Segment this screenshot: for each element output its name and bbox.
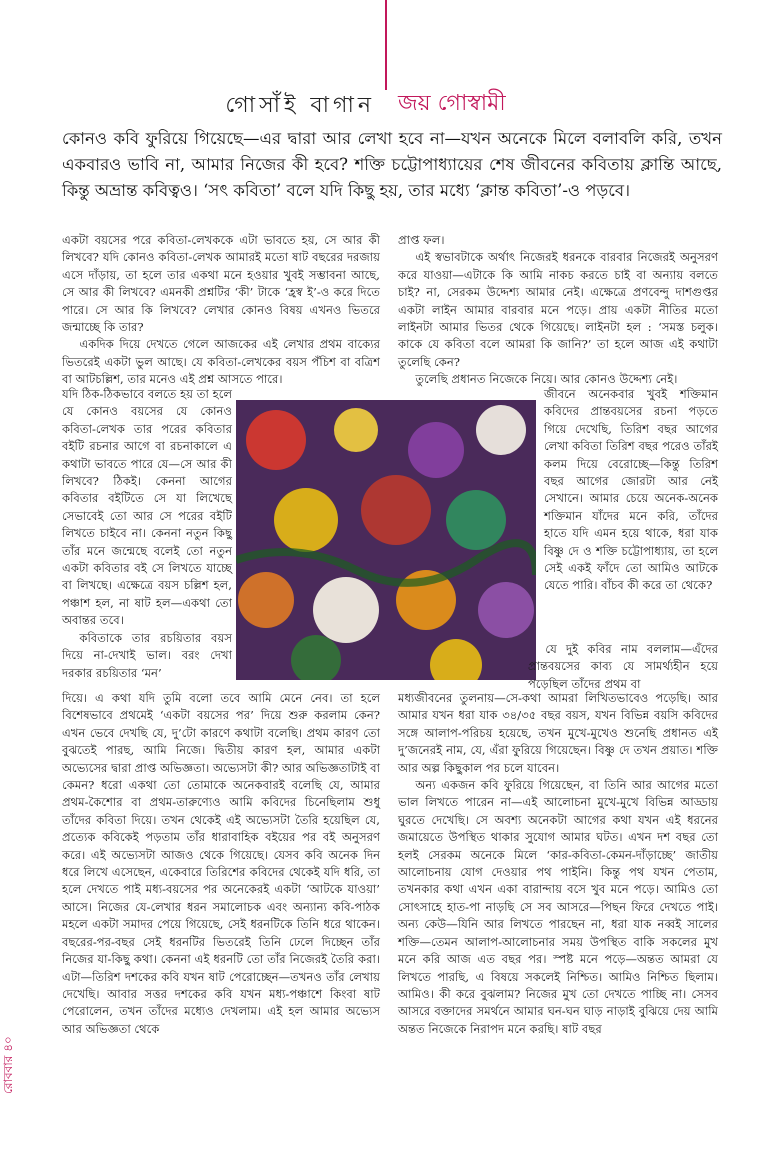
paragraph: জীবনে অনেকবার খুবই শক্তিমান কবিদের প্রান্তবয়সের রচনা পড়তে গিয়ে দেখেছি, তিরিশ বছর আগের লেখা কবিতা তিরিশ বছর পরেও তাঁরই কলম দিয়ে বেরোচ্ছে—কিন্তু তিরিশ বছর আগের জোরটা আর নেই সেখানে। আমার চেয়ে অনেক-অনেক শক্তিমান যাঁদের মনে করি, তাঁদের হাতে যদি এমন হয়ে থাকে, ধরা যাক বিষ্ণু দে ও শক্তি চট্টোপাধ্যায়, তা হলে সেই একই ফাঁদে তো আমিও আটকে যেতে পারি। বাঁচব কী করে তা থেকে? xyxy=(544,387,718,593)
column-1-top xyxy=(62,232,380,389)
paragraph: একদিক দিয়ে দেখতে গেলে আজকের এই লেখার প্রথম বাক্যের ভিতরেই একটা ভুল আছে। যে কবিতা-লেখকের বয়স পঁচিশ বা বত্রিশ বা আটচল্লিশ, তার মনেও এই প্রশ্ন আসতে পারে। xyxy=(62,337,380,387)
paragraph: তুলেছি প্রধানত নিজেকে নিয়ে। আর কোনও উদ্দেশ্য নেই। xyxy=(415,372,678,387)
paragraph: এই স্বভাবটাকে অর্থাৎ নিজেরই ধরনকে বারবার নিজেরই অনুসরণ করে যাওয়া—এটাকে কি আমি নাকচ করতে চাই বা অন্যায় বলতে চাই? না, সেরকম উদ্দেশ্য আমার নেই। এক্ষেত্রে প্রণবেন্দু দাশগুপ্তর একটা লাইন আমার বারবার মনে পড়ে। প্রায় একটা নীতির মতো লাইনটা আমার ভিতর থেকে গিয়েছে। লাইনটা হল : ‘সমস্ত চলুক। কাকে যে কবিতা বলে আমরা কি জানি?’ তা হলে আজ এই কথাটা তুলেছি কেন? xyxy=(398,250,718,369)
standfirst: কোনও কবি ফুরিয়ে গিয়েছে—এর দ্বারা আর লেখা হবে না—যখন অনেকে মিলে বলাবলি করি, তখন একবারও ভাবি না, আমার নিজের কী হবে? শক্তি চট্টোপাধ্যায়ের শেষ জীবনের কবিতায় ক্লান্তি আছে, কিন্তু অভ্রান্ত কবিত্বও। ‘সৎ কবিতা’ বলে যদি কিছু হয়, তার মধ্যে ‘ক্লান্ত কবিতা’-ও পড়বে। xyxy=(62,129,722,200)
paragraph: যদি ঠিক-ঠিকভাবে বলতে হয় তা হলে যে কোনও বয়সের যে কোনও কবিতা-লেখক তার পরের কবিতার বইটি রচনার আগে বা রচনাকালে এ কথাটা ভাবতে পারে যে—সে আর কী লিখবে? ঠিকই। কেননা আগের কবিতার বইটিতে সে যা লিখেছে সেভাবেই তো আর সে পরের বইটি লিখতে চাইবে না। কেননা নতুন কিছু তাঁর মনে জন্মেছে বলেই তো নতুন একটা কবিতার বই সে লিখতে যাচ্ছে বা লিখছে। এক্ষেত্রে বয়স চল্লিশ হল, পঞ্চাশ হল, না ষাট হল—একথা তো অবান্তর তবে। xyxy=(62,387,232,628)
paragraph: অন্য একজন কবি ফুরিয়ে গিয়েছেন, বা তিনি আর আগের মতো ভাল লিখতে পারেন না—এই আলোচনা মুখে-মুখে বিভিন্ন আড্ডায় ঘুরতে দেখেছি। সে অবশ্য অনেকটা আগের কথা যখন এই ধরনের জমায়েতে উপস্থিত থাকার সুযোগ আমার ঘটত। এখন দশ বছর তো হলই সেরকম অনেকে মিলে ‘কার-কবিতা-কেমন-দাঁড়াচ্ছে’ জাতীয় আলোচনায় যোগ দেওয়ার পথ পাইনি। কিন্তু পথ যখন পেতাম, তখনকার কথা এখন একা বারান্দায় বসে খুব মনে পড়ে। আমিও তো সোৎসাহে হাত-পা নাড়ছি সে সব আসরে—পিছন ফিরে দেখতে পাই। অন্য কেউ—যিনি আর লিখতে পারছেন না, ধরা যাক নব্বই সালের শক্তি—তেমন আলাপ-আলোচনার সময় উপস্থিত বাকি সকলের মুখ মনে করি আজ এত বছর পর। স্পষ্ট মনে পড়ে—অন্তত আমরা যে লিখতে পারছি, এ বিষয়ে সকলেই নিশ্চিত। আমিও নিশ্চিত ছিলাম। আমিও। কী করে বুঝলাম? নিজের মুখ তো দেখতে পাচ্ছি না। সেসব আসরে বক্তাদের সমর্থনে আমার ঘন-ঘন ঘাড় নাড়াই বুঝিয়ে দেয় আমি অন্তত নিজেকে নিরাপদ মনে করছি। ষাট বছর xyxy=(398,778,718,1036)
painting-svg xyxy=(236,400,536,680)
paragraph: মধ্যজীবনের তুলনায়—সে-কথা আমরা লিখিতভাবেও পড়েছি। আর আমার যখন ধরা যাক ৩৪/৩৫ বছর বয়স, যখন বিভিন্ন বয়সি কবিদের সঙ্গে আলাপ-পরিচয় হয়েছে, তখন মুখে-মুখেও শুনেছি প্রধানত এই দু’জনেরই নাম, যে, এঁরা ফুরিয়ে গিয়েছেন। বিষ্ণু দে তখন প্রয়াত। শক্তি আর অল্প কিছুকাল পর চলে যাবেন। xyxy=(398,691,718,775)
column-2-top xyxy=(398,232,718,389)
paragraph: যে দুই কবির নাম বললাম—এঁদের প্রান্তবয়সের কাব্য যে সামর্থ্যহীন হয়ে পড়েছিল তাঁদের প্রথম বা xyxy=(528,642,718,691)
column-2-wrap xyxy=(544,386,718,595)
page-folio: রোববার ৪০ xyxy=(1,1036,15,1094)
flower-painting-image xyxy=(236,400,536,680)
paragraph: কবিতাকে তার রচয়িতার বয়স দিয়ে না-দেখাই ভাল। বরং দেখা দরকার রচয়িতার ‘মন’ xyxy=(62,630,232,680)
column-title: গোসাঁই বাগান xyxy=(225,93,375,118)
author-name: জয় গোস্বামী xyxy=(398,91,506,116)
paragraph: দিয়ে। এ কথা যদি তুমি বলো তবে আমি মেনে নেব। তা হলে বিশেষভাবে প্রথমেই ‘একটা বয়সের পর’ দিয়ে শুরু করলাম কেন? এখন ভেবে দেখছি যে, দু’টো কারণে কথাটা বলেছি। প্রথম কারণ তো বুঝতেই পারছ, আমি নিজে। দ্বিতীয় কারণ হল, আমার একটা অভ্যেসের দ্বারা প্রাপ্ত অভিজ্ঞতা। অভ্যেসটা কী? আর অভিজ্ঞতাটাই বা কেমন? ধরো একথা তো তোমাকে অনেকবারই বলেছি যে, আমার প্রথম-কৈশোর বা প্রথম-তারুণ্যেও আমি কবিদের চিনেছিলাম শুধু তাঁদের কবিতা দিয়ে। তখন থেকেই এই অভ্যেসটা তৈরি হয়েছিল যে, প্রত্যেক কবিকেই পড়তাম তাঁর ধারাবাহিক বইয়ের পর বই অনুসরণ করে। এই অভ্যেসটা আজও থেকে গিয়েছে। যেসব কবি অনেক দিন ধরে লিখে এসেছেন, একেবারে তিরিশের কবিদের থেকেই যদি ধরি, তা হলে দেখতে পাই মধ্য-বয়সের পর অনেকেরই একটা ‘আটকে যাওয়া’ আসে। নিজের যে-লেখার ধরন সমালোচক এবং অন্যান্য কবি-পাঠক মহলে একটা সমাদর পেয়ে গিয়েছে, সেই ধরনটিকে তিনি ধরে থাকেন। বছরের-পর-বছর সেই ধরনটির ভিতরেই তিনি ঢেলে দিচ্ছেন তাঁর নিজের যা-কিছু কথা। কেননা এই ধরনটি তো তাঁর নিজেরই তৈরি করা। এটা—তিরিশ দশকের কবি যখন ষাট পেরোচ্ছেন—তখনও তাঁর লেখায় দেখেছি। আবার সত্তর দশকের কবি যখন মধ্য-পঞ্চাশে কিংবা ষাট পেরোলেন, তখন তাঁদের মধ্যেও দেখলাম। এই হল আমার অভ্যেস আর অভিজ্ঞতা থেকে xyxy=(62,691,380,1036)
paragraph: প্রাপ্ত ফল। xyxy=(398,233,445,247)
column-1-bottom xyxy=(62,690,380,1038)
column-divider-rule xyxy=(385,0,387,90)
column-2-bottom xyxy=(398,690,718,1038)
column-1-wrap xyxy=(62,386,232,682)
column-2-wrap-2 xyxy=(528,641,718,693)
paragraph: একটা বয়সের পরে কবিতা-লেখককে এটা ভাবতে হয়, সে আর কী লিখবে? যদি কোনও কবিতা-লেখক আমারই মতো ষাট বছরের দরজায় এসে দাঁড়ায়, তা হলে তার একথা মনে হওয়ার খুবই সম্ভাবনা আছে, সে আর কী লিখবে? এমনকী প্রশ্নটির ‘কী’ টাকে ‘হ্রস্ব ই’-ও করে দিতে পারে। সে আর কি লিখবে? লেখার কোনও বিষয় এখনও ভিতরে জন্মাচ্ছে কি তার? xyxy=(62,233,380,335)
